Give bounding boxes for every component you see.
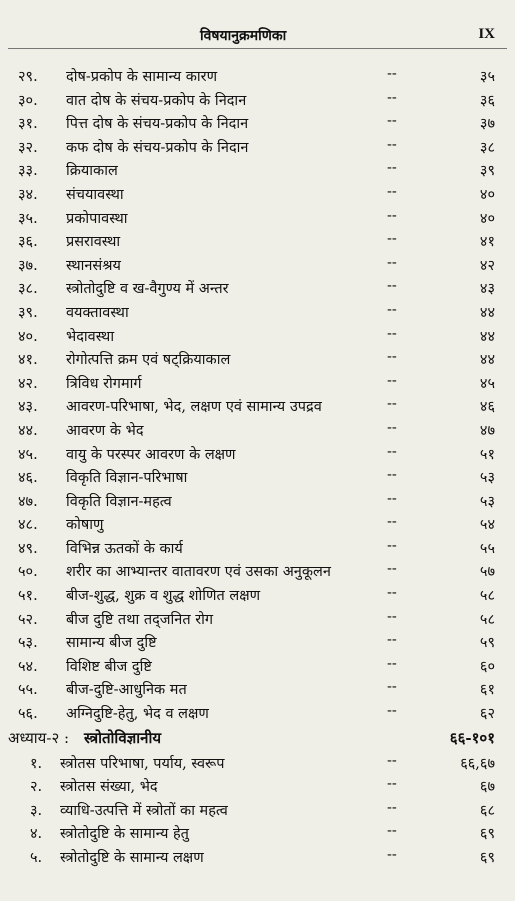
entry-page: ४७ <box>479 422 495 439</box>
entry-title: शरीर का आभ्यान्तर वातावरण एवं उसका अनुकूलन <box>66 564 331 581</box>
entry-page: ४४ <box>479 328 495 345</box>
entry-title: कफ दोष के संचय-प्रकोप के निदान <box>66 139 249 156</box>
entry-leader: -- <box>387 419 397 436</box>
entry-leader: -- <box>387 537 397 554</box>
entry-number: ३९. <box>18 304 38 321</box>
entry-page: ५४ <box>479 517 495 534</box>
table-of-contents <box>0 64 515 869</box>
toc-entry <box>0 774 515 798</box>
entry-number: ५६. <box>18 706 38 723</box>
toc-entry <box>0 182 515 206</box>
entry-title: प्रसरावस्था <box>66 234 121 251</box>
toc-entry <box>0 135 515 159</box>
entry-number: ४४. <box>18 422 38 439</box>
entry-leader: -- <box>387 231 397 248</box>
entry-page: ६७ <box>479 779 495 796</box>
entry-number: ४. <box>30 826 43 843</box>
entry-number: ३४. <box>18 186 38 203</box>
entry-leader: -- <box>387 396 397 413</box>
entry-page: ५३ <box>479 470 495 487</box>
entry-page: ५१ <box>479 446 495 463</box>
toc-entry <box>0 677 515 701</box>
entry-title: स्त्रोतोदुष्टि के सामान्य लक्षण <box>60 850 204 866</box>
page-header <box>0 26 515 52</box>
entry-number: ३५. <box>18 210 38 227</box>
entry-number: ३१. <box>18 116 38 133</box>
toc-entry <box>0 559 515 583</box>
entry-page: ५७ <box>479 564 495 581</box>
entry-number: ४७. <box>18 493 38 510</box>
entry-title: आवरण के भेद <box>66 422 144 439</box>
entry-page: ३५ <box>479 69 495 85</box>
toc-entry <box>0 512 515 536</box>
entry-leader: -- <box>387 113 397 130</box>
entry-leader: -- <box>387 443 397 460</box>
entry-leader: -- <box>387 679 397 696</box>
entry-page: ५५ <box>479 540 495 557</box>
entry-number: ३८. <box>18 281 38 298</box>
chapter-label: अध्याय-२ : <box>8 728 70 747</box>
toc-entry <box>0 158 515 182</box>
entry-page: ६९ <box>479 850 495 866</box>
entry-number: २९. <box>18 69 38 85</box>
entry-number: ३७. <box>18 257 38 274</box>
entry-leader: -- <box>387 254 397 271</box>
toc-entry <box>0 229 515 253</box>
entry-number: ३०. <box>18 92 38 109</box>
entry-leader: -- <box>387 847 397 863</box>
entry-number: १. <box>30 755 43 772</box>
toc-entry <box>0 630 515 654</box>
entry-page: ५९ <box>479 635 495 652</box>
toc-entry <box>0 371 515 395</box>
entry-leader: -- <box>387 372 397 389</box>
entry-title: व्याधि-उत्पत्ति में स्त्रोतों का महत्व <box>60 802 228 819</box>
entry-number: ५५. <box>18 682 38 699</box>
entry-leader: -- <box>387 776 397 793</box>
toc-entry <box>0 418 515 442</box>
entry-title: स्त्रोतोदुष्टि व ख-वैगुण्य में अन्तर <box>66 281 229 298</box>
entry-leader: -- <box>387 490 397 507</box>
entry-page: ४५ <box>479 375 495 392</box>
entry-number: ४६. <box>18 470 38 487</box>
entry-number: ५३. <box>18 635 38 652</box>
entry-leader: -- <box>387 752 397 769</box>
entry-leader: -- <box>387 66 397 82</box>
entry-number: २. <box>30 779 43 796</box>
toc-entry <box>0 751 515 775</box>
toc-entry <box>0 276 515 300</box>
toc-entry <box>0 324 515 348</box>
entry-leader: -- <box>387 823 397 840</box>
entry-number: ५१. <box>18 588 38 605</box>
entry-page: ४४ <box>479 304 495 321</box>
entry-number: ५०. <box>18 564 38 581</box>
entry-title: कोषाणु <box>66 517 104 534</box>
toc-entry <box>0 845 515 869</box>
entry-number: ३. <box>30 802 43 819</box>
entry-title: वायु के परस्पर आवरण के लक्षण <box>66 446 236 463</box>
entry-page: ५८ <box>479 611 495 628</box>
entry-leader: -- <box>387 608 397 625</box>
chapter-page-range: ६६-१०१ <box>449 728 495 747</box>
entry-page: ४२ <box>479 257 495 274</box>
entry-title: भेदावस्था <box>66 328 115 345</box>
entry-number: ३३. <box>18 163 38 180</box>
entry-leader: -- <box>387 561 397 578</box>
entry-title: स्त्रोतस परिभाषा, पर्याय, स्वरूप <box>60 755 225 772</box>
entry-number: ४५. <box>18 446 38 463</box>
entry-title: प्रकोपावस्था <box>66 210 128 227</box>
entry-title: पित्त दोष के संचय-प्रकोप के निदान <box>66 116 249 133</box>
entry-title: विकृति विज्ञान-परिभाषा <box>66 470 188 487</box>
entry-title: बीज-शुद्ध, शुक्र व शुद्ध शोणित लक्षण <box>66 588 261 605</box>
entry-page: ३६ <box>479 92 495 109</box>
entry-title: बीज दुष्टि तथा तद्जनित रोग <box>66 611 214 628</box>
entry-title: अग्निदुष्टि-हेतु, भेद व लक्षण <box>66 706 209 723</box>
entry-title: स्थानसंश्रय <box>66 257 121 274</box>
entry-leader: -- <box>387 207 397 224</box>
toc-entry <box>0 300 515 324</box>
entry-number: ५. <box>30 850 43 866</box>
entry-title: त्रिविध रोगमार्ग <box>66 375 142 392</box>
toc-entry <box>0 536 515 560</box>
entry-title: संचयावस्था <box>66 186 124 203</box>
entry-page: ४३ <box>479 281 495 298</box>
entry-number: ४९. <box>18 540 38 557</box>
entry-page: ६१ <box>479 682 495 699</box>
toc-entry <box>0 206 515 230</box>
entry-leader: -- <box>387 703 397 720</box>
entry-title: स्त्रोतस संख्या, भेद <box>60 779 158 796</box>
entry-page: ४० <box>479 186 495 203</box>
entry-title: रोगोत्पत्ति क्रम एवं षट्क्रियाकाल <box>66 352 231 369</box>
entry-title: बीज-दुष्टि-आधुनिक मत <box>66 682 187 699</box>
toc-entry <box>0 798 515 822</box>
entry-page: ६९ <box>479 826 495 843</box>
toc-entry <box>0 465 515 489</box>
entry-title: क्रियाकाल <box>66 163 118 180</box>
entry-leader: -- <box>387 301 397 318</box>
toc-entry <box>0 821 515 845</box>
entry-page: ३८ <box>479 139 495 156</box>
toc-entry <box>0 607 515 631</box>
entry-title: विशिष्ट बीज दुष्टि <box>66 658 152 675</box>
toc-entry <box>0 64 515 88</box>
entry-leader: -- <box>387 325 397 342</box>
entry-page: ४६ <box>479 399 495 416</box>
entry-number: ४१. <box>18 352 38 369</box>
entry-title: वयक्तावस्था <box>66 304 129 321</box>
header-rule <box>8 48 507 49</box>
entry-number: ४३. <box>18 399 38 416</box>
entry-leader: -- <box>387 89 397 106</box>
entry-leader: -- <box>387 655 397 672</box>
toc-entry <box>0 701 515 725</box>
toc-entry <box>0 442 515 466</box>
toc-entry <box>0 347 515 371</box>
entry-page: ५३ <box>479 493 495 510</box>
toc-entry <box>0 394 515 418</box>
entry-page: ६२ <box>479 706 495 723</box>
entry-page: ४४ <box>479 352 495 369</box>
entry-number: ५२. <box>18 611 38 628</box>
header-title: विषयानुक्रमणिका <box>200 28 287 44</box>
entry-leader: -- <box>387 632 397 649</box>
entry-title: विभिन्न ऊतकों के कार्य <box>66 540 183 557</box>
entry-number: ३२. <box>18 139 38 156</box>
header-page-number: IX <box>478 26 495 42</box>
entry-number: ४८. <box>18 517 38 534</box>
entry-title: विकृति विज्ञान-महत्व <box>66 493 172 510</box>
entry-leader: -- <box>387 349 397 366</box>
entry-title: दोष-प्रकोप के सामान्य कारण <box>66 69 218 85</box>
entry-page: ३९ <box>479 163 495 180</box>
entry-page: ४१ <box>479 234 495 251</box>
chapter-title: स्त्रोतोविज्ञानीय <box>84 728 162 747</box>
entry-title: सामान्य बीज दुष्टि <box>66 635 157 652</box>
entry-leader: -- <box>387 514 397 531</box>
entry-leader: -- <box>387 799 397 816</box>
toc-entry <box>0 111 515 135</box>
entry-title: स्त्रोतोदुष्टि के सामान्य हेतु <box>60 826 189 843</box>
entry-page: ६८ <box>479 802 495 819</box>
entry-page: ६६,६७ <box>460 755 495 772</box>
entry-page: ४० <box>479 210 495 227</box>
toc-entry <box>0 583 515 607</box>
entry-leader: -- <box>387 278 397 295</box>
entry-page: ६० <box>479 658 495 675</box>
entry-page: ५८ <box>479 588 495 605</box>
entry-leader: -- <box>387 160 397 177</box>
entry-leader: -- <box>387 136 397 153</box>
entry-page: ३७ <box>479 116 495 133</box>
entry-title: वात दोष के संचय-प्रकोप के निदान <box>66 92 247 109</box>
toc-entry <box>0 654 515 678</box>
entry-number: ५४. <box>18 658 38 675</box>
toc-entry <box>0 88 515 112</box>
toc-entry <box>0 253 515 277</box>
entry-number: ४०. <box>18 328 38 345</box>
chapter-heading <box>0 725 515 751</box>
entry-number: ३६. <box>18 234 38 251</box>
entry-number: ४२. <box>18 375 38 392</box>
toc-entry <box>0 489 515 513</box>
entry-leader: -- <box>387 183 397 200</box>
entry-title: आवरण-परिभाषा, भेद, लक्षण एवं सामान्य उपद्रव <box>66 399 322 416</box>
entry-leader: -- <box>387 467 397 484</box>
entry-leader: -- <box>387 585 397 602</box>
